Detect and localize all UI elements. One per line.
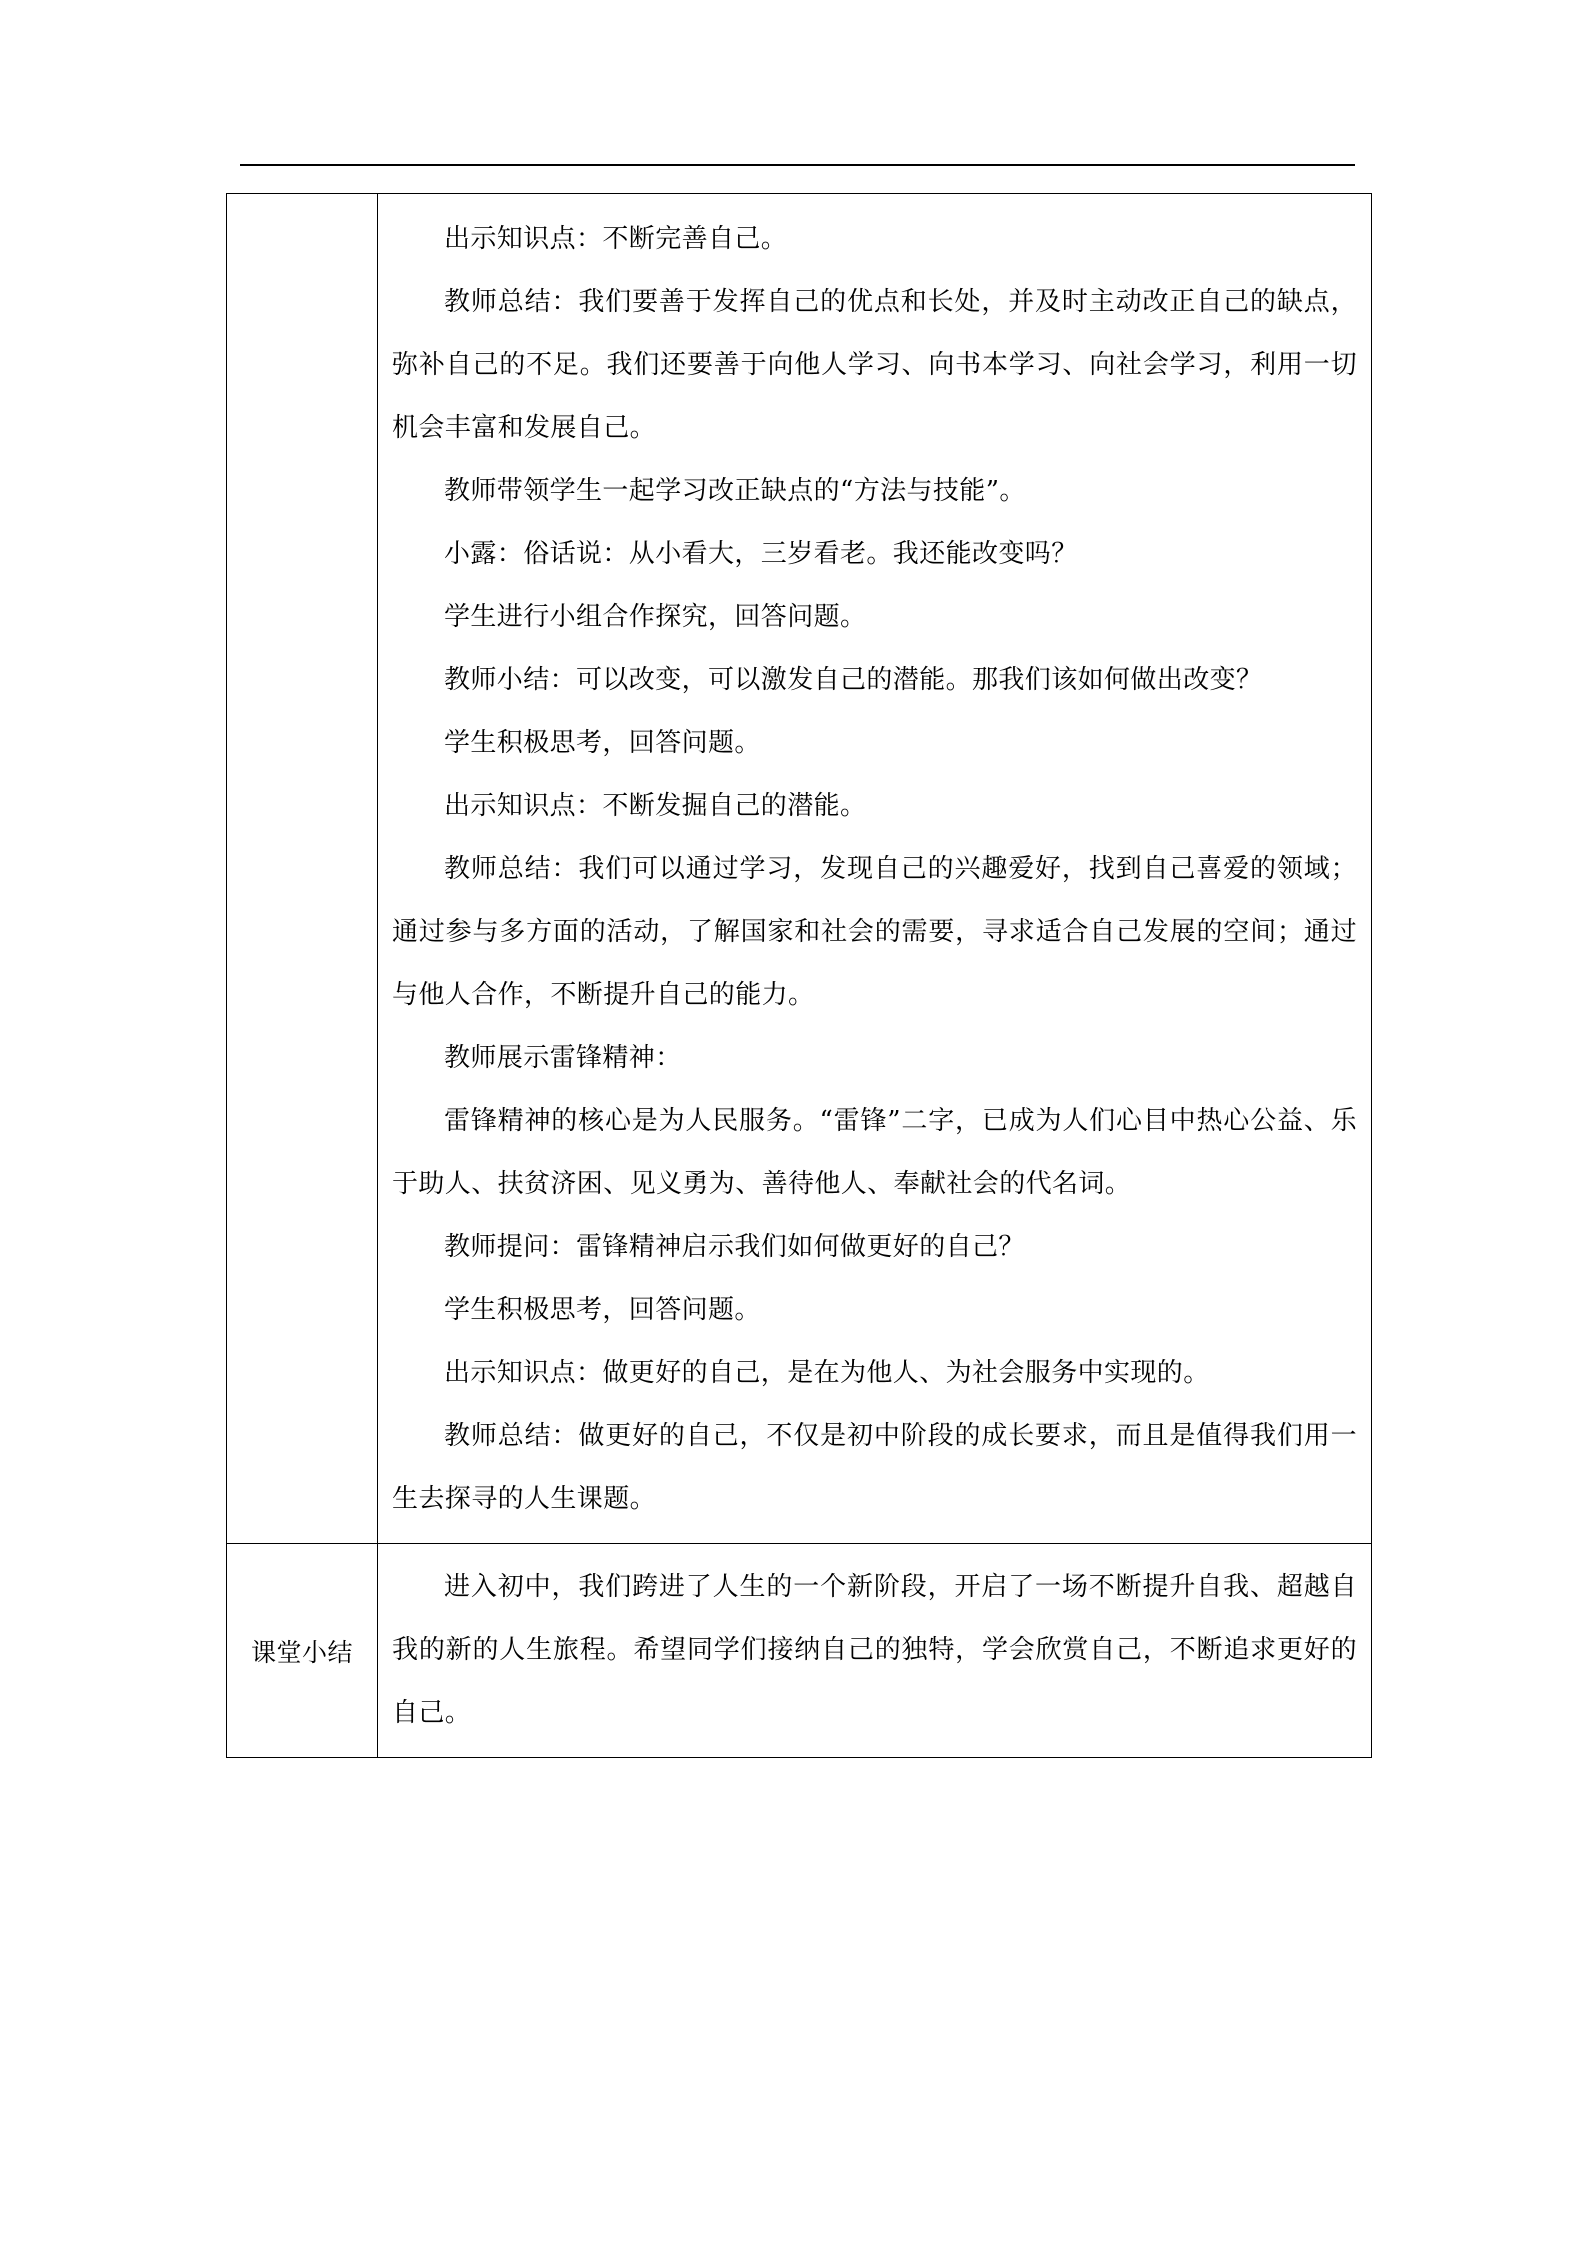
- content-paragraph: 进入初中，我们跨进了人生的一个新阶段，开启了一场不断提升自我、超越自我的新的人生旅程。希望同学们接纳自己的独特，学会欣赏自己，不断追求更好的自己。: [392, 1572, 1357, 1728]
- content-paragraph: 教师展示雷锋精神：: [444, 1043, 682, 1073]
- row-content-cell: [378, 1544, 1372, 1758]
- table-row-teaching-process: [227, 194, 1372, 1544]
- content-paragraph: 学生积极思考，回答问题。: [444, 1295, 761, 1325]
- content-paragraph: 出示知识点：不断完善自己。: [444, 224, 788, 254]
- row-content-cell: [378, 194, 1372, 1544]
- content-paragraph: 教师总结：做更好的自己，不仅是初中阶段的成长要求，而且是值得我们用一生去探寻的人生课题。: [392, 1421, 1357, 1514]
- content-paragraph: 学生积极思考，回答问题。: [444, 728, 761, 758]
- lesson-plan-table: [226, 193, 1372, 1758]
- header-rule: [240, 164, 1355, 166]
- content-paragraph: 教师总结：我们要善于发挥自己的优点和长处，并及时主动改正自己的缺点，弥补自己的不足。我们还要善于向他人学习、向书本学习、向社会学习，利用一切机会丰富和发展自己。: [392, 287, 1357, 443]
- content-paragraph: 教师带领学生一起学习改正缺点的“方法与技能”。: [444, 476, 1026, 506]
- content-paragraph: 雷锋精神的核心是为人民服务。“雷锋”二字，已成为人们心目中热心公益、乐于助人、扶贫济困、见义勇为、善待他人、奉献社会的代名词。: [392, 1106, 1357, 1199]
- content-paragraph: 小露：俗话说：从小看大，三岁看老。我还能改变吗？: [444, 539, 1078, 569]
- content-paragraph: 学生进行小组合作探究，回答问题。: [444, 602, 867, 632]
- content-paragraph: 教师总结：我们可以通过学习，发现自己的兴趣爱好，找到自己喜爱的领域；通过参与多方面的活动，了解国家和社会的需要，寻求适合自己发展的空间；通过与他人合作，不断提升自己的能力。: [392, 854, 1357, 1010]
- table-row-class-summary: [227, 1544, 1372, 1758]
- row-label-class-summary: 课堂小结: [227, 1544, 378, 1758]
- content-paragraph: 教师小结：可以改变，可以激发自己的潜能。那我们该如何做出改变？: [444, 665, 1263, 695]
- content-paragraph: 教师提问：雷锋精神启示我们如何做更好的自己？: [444, 1232, 1025, 1262]
- row-label-cell: [227, 194, 378, 1544]
- content-paragraph: 出示知识点：做更好的自己，是在为他人、为社会服务中实现的。: [444, 1358, 1210, 1388]
- content-paragraph: 出示知识点：不断发掘自己的潜能。: [444, 791, 867, 821]
